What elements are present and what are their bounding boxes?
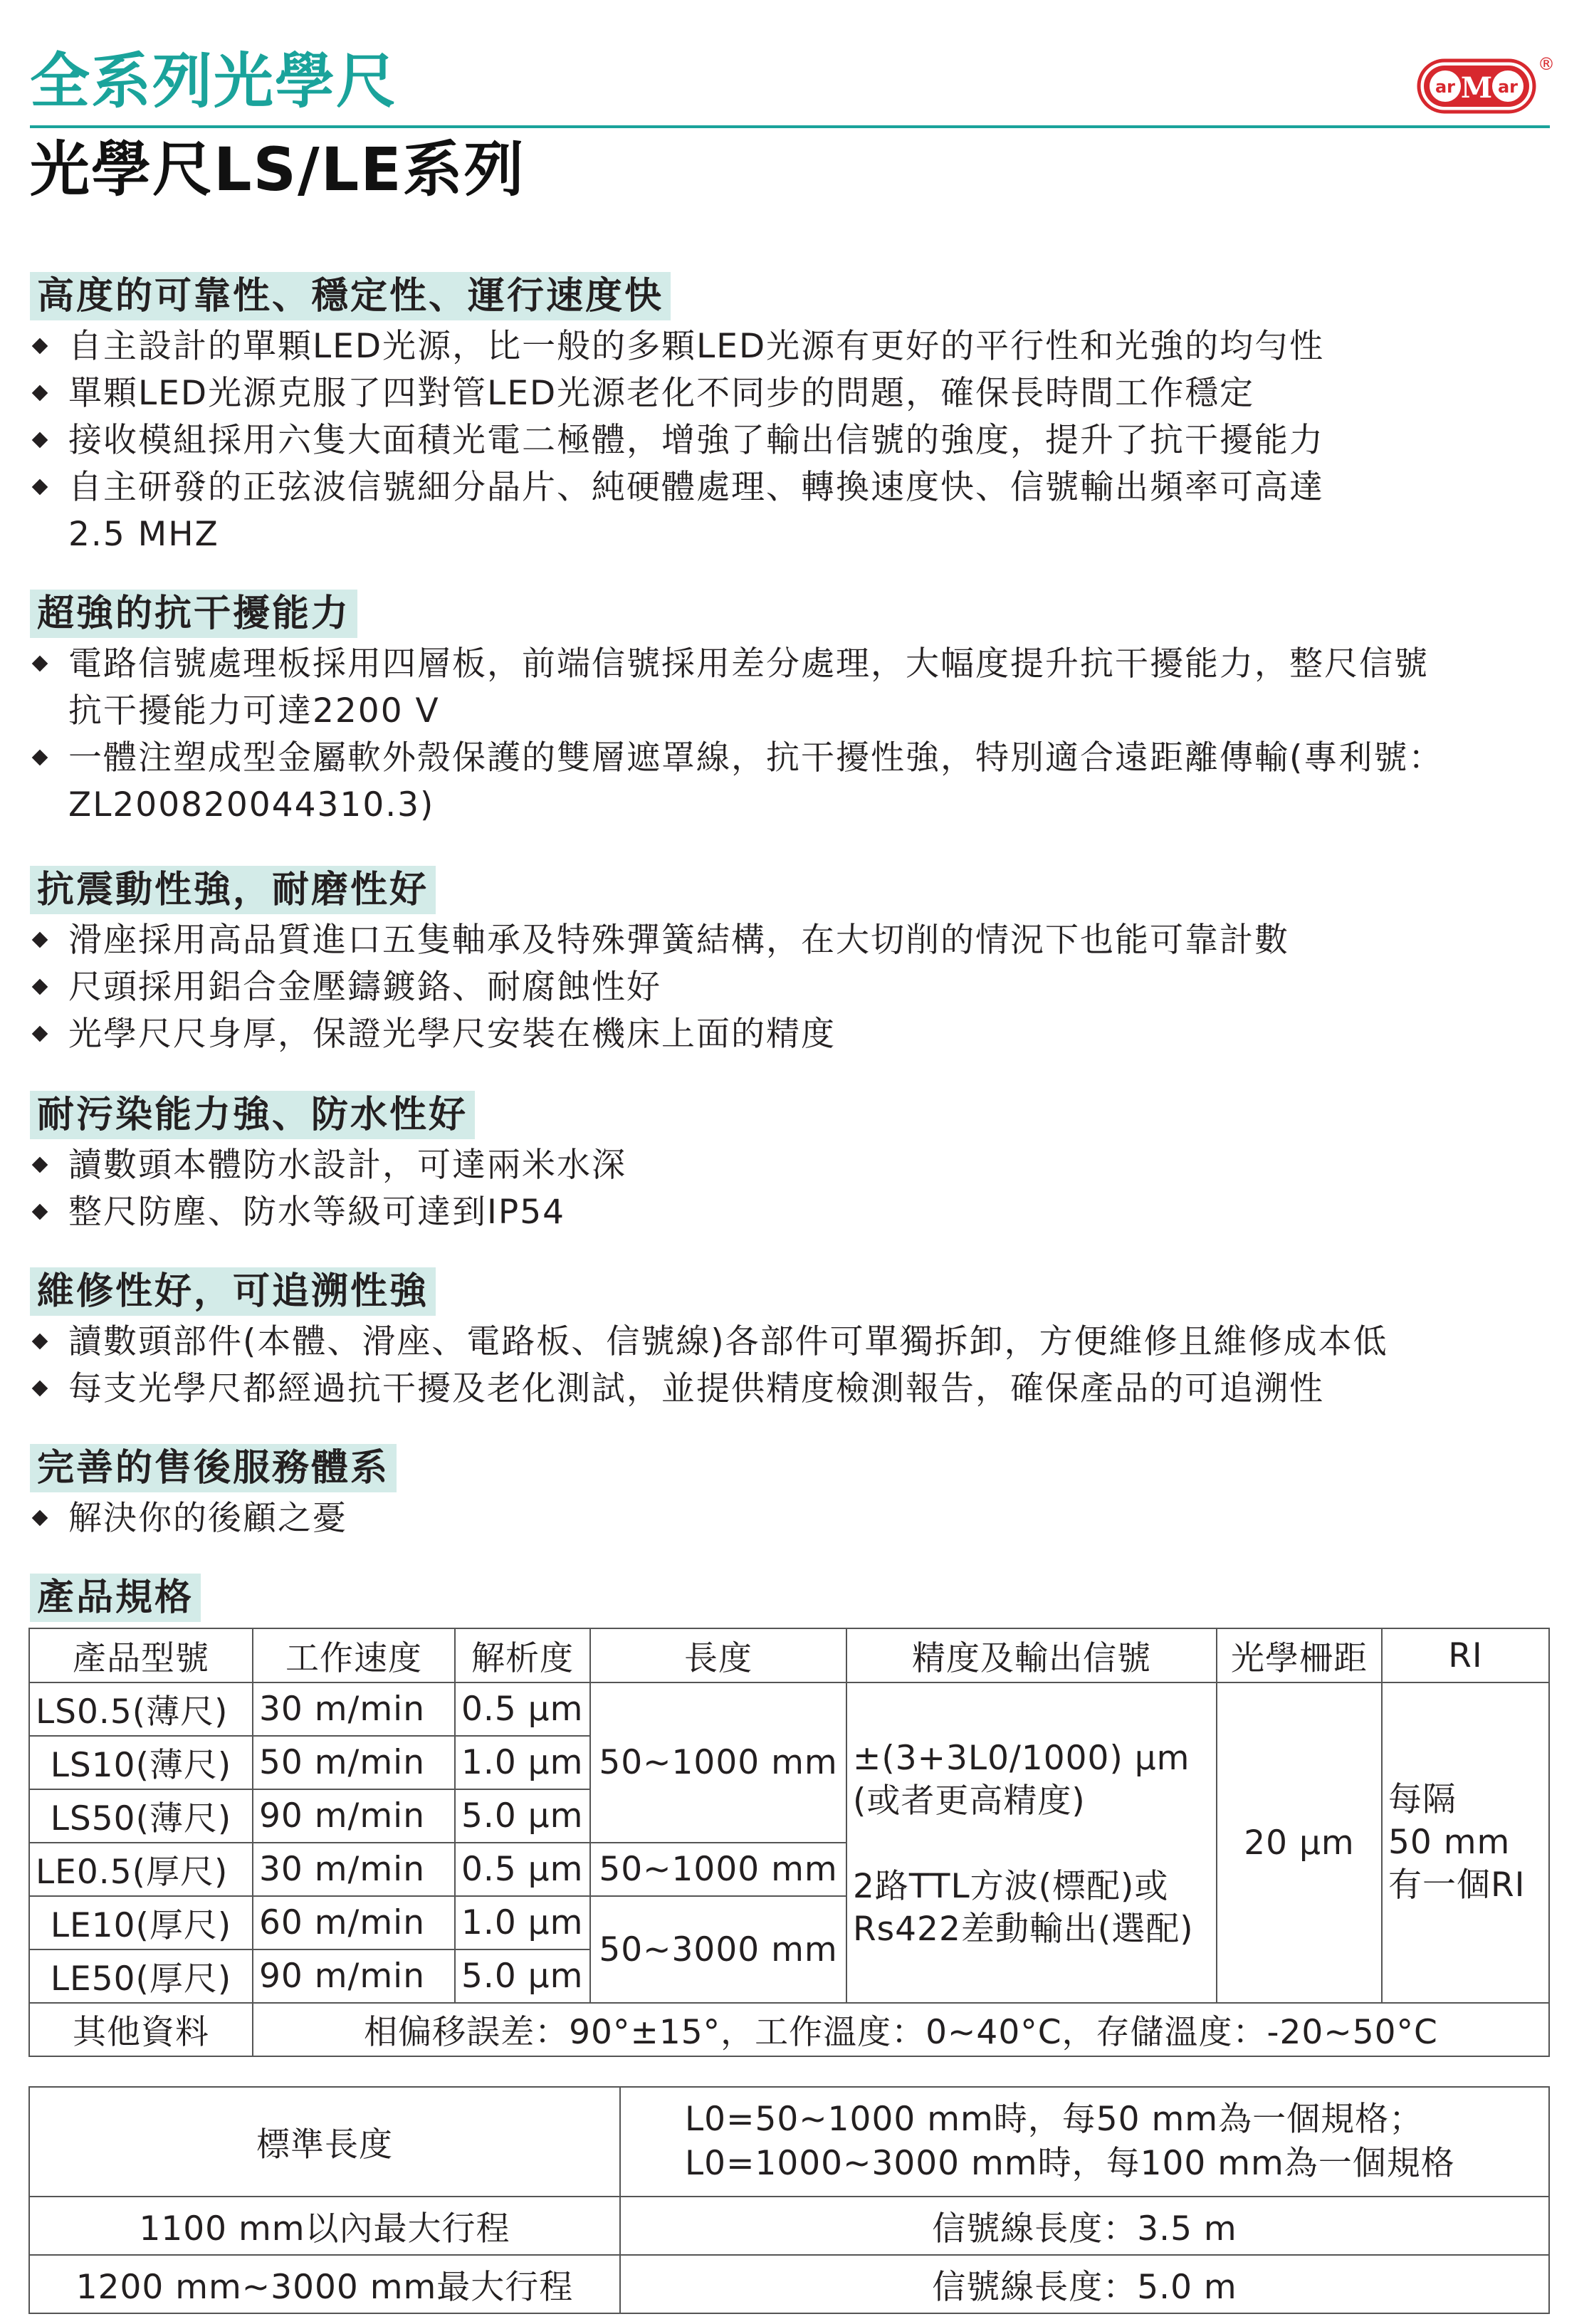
section-heading: 耐污染能力強、防水性好 — [30, 1091, 475, 1139]
section-heading: 維修性好，可追溯性強 — [30, 1267, 436, 1316]
svg-text:ar: ar — [1497, 77, 1519, 97]
model-cell: LE10(厚尺) — [29, 1896, 253, 1949]
resolution-cell: 0.5 µm — [455, 1682, 590, 1736]
list-item: 解決你的後顧之憂 — [30, 1495, 1561, 1542]
std-length-label: 標準長度 — [29, 2087, 620, 2197]
diamond-bullet-icon — [32, 1510, 48, 1527]
resolution-cell: 1.0 µm — [455, 1736, 590, 1789]
list-item: 尺頭採用鋁合金壓鑄鍍鉻、耐腐蝕性好 — [30, 964, 1561, 1011]
speed-cell: 30 m/min — [253, 1682, 455, 1736]
column-header: 解析度 — [455, 1628, 590, 1682]
resolution-cell: 1.0 µm — [455, 1896, 590, 1949]
resolution-cell: 5.0 µm — [455, 1789, 590, 1843]
section-heading: 產品規格 — [30, 1574, 201, 1622]
diamond-bullet-icon — [32, 750, 48, 766]
model-cell: LE0.5(厚尺) — [29, 1843, 253, 1896]
length-cell: 50~3000 mm — [590, 1896, 846, 2003]
section-maintenance — [30, 1267, 1561, 1413]
std-length-line: L0=50~1000 mm時，每50 mm為一個規格； — [685, 2100, 1424, 2139]
speed-cell: 50 m/min — [253, 1736, 455, 1789]
column-header: 工作速度 — [253, 1628, 455, 1682]
model-cell: LS0.5(薄尺) — [29, 1682, 253, 1736]
list-item: 電路信號處理板採用四層板，前端信號採用差分處理，大幅度提升抗干擾能力，整尺信號 抗干擾能力可達2200 V — [30, 641, 1561, 735]
model-cell: LS10(薄尺) — [29, 1736, 253, 1789]
section-vibration — [30, 866, 1561, 1058]
resolution-cell: 0.5 µm — [455, 1843, 590, 1896]
spec-table — [28, 1628, 1550, 2057]
diamond-bullet-icon — [32, 479, 48, 496]
ri-line: 50 mm — [1388, 1823, 1511, 1862]
list-item: 單顆LED光源克服了四對管LED光源老化不同步的問題，確保長時間工作穩定 — [30, 370, 1561, 417]
precision-signal-cell — [846, 1682, 1217, 2003]
cable-length: 信號線長度：5.0 m — [620, 2255, 1549, 2313]
carmar-logo — [1417, 58, 1536, 114]
length-info-table — [28, 2086, 1550, 2314]
model-cell: LS50(薄尺) — [29, 1789, 253, 1843]
svg-text:ar: ar — [1435, 77, 1456, 97]
list-item: 讀數頭部件(本體、滑座、電路板、信號線)各部件可單獨拆卸，方便維修且維修成本低 — [30, 1319, 1561, 1366]
column-header: RI — [1382, 1628, 1549, 1682]
product-title: 光學尺LS/LE系列 — [30, 135, 525, 204]
speed-cell: 90 m/min — [253, 1949, 455, 2003]
ri-cell — [1382, 1682, 1549, 2003]
cable-length: 信號線長度：3.5 m — [620, 2197, 1549, 2255]
list-item: 自主設計的單顆LED光源，比一般的多顆LED光源有更好的平行性和光強的均勻性 — [30, 323, 1561, 370]
section-specs — [30, 1574, 1561, 1622]
bullet-list — [30, 323, 1561, 558]
bullet-list — [30, 1495, 1561, 1542]
list-item: 自主研發的正弦波信號細分晶片、純硬體處理、轉換速度快、信號輸出頻率可高達 2.5 MHZ — [30, 464, 1561, 558]
diamond-bullet-icon — [32, 338, 48, 355]
section-waterproof — [30, 1091, 1561, 1236]
list-item: 滑座採用高品質進口五隻軸承及特殊彈簧結構，在大切削的情況下也能可靠計數 — [30, 917, 1561, 964]
registered-mark: ® — [1538, 54, 1555, 74]
list-item: 讀數頭本體防水設計，可達兩米水深 — [30, 1142, 1561, 1189]
other-label-cell: 其他資料 — [29, 2003, 253, 2056]
table-row — [29, 2087, 1549, 2197]
column-header: 產品型號 — [29, 1628, 253, 1682]
table-row — [29, 2003, 1549, 2056]
ri-line: 每隔 — [1388, 1780, 1457, 1819]
section-anti-interference — [30, 590, 1561, 829]
table-row — [29, 2197, 1549, 2255]
speed-cell: 60 m/min — [253, 1896, 455, 1949]
list-item: 接收模組採用六隻大面積光電二極體，增強了輸出信號的強度，提升了抗干擾能力 — [30, 417, 1561, 464]
speed-cell: 90 m/min — [253, 1789, 455, 1843]
section-reliability — [30, 272, 1561, 558]
diamond-bullet-icon — [32, 1157, 48, 1173]
pitch-cell: 20 µm — [1217, 1682, 1382, 2003]
section-heading: 高度的可靠性、穩定性、運行速度快 — [30, 272, 671, 320]
series-title: 全系列光學尺 — [30, 46, 398, 116]
diamond-bullet-icon — [32, 385, 48, 402]
stroke-label: 1100 mm以內最大行程 — [29, 2197, 620, 2255]
signal-line: Rs422差動輸出(選配) — [853, 1910, 1194, 1949]
list-item: 一體注塑成型金屬軟外殼保護的雙層遮罩線，抗干擾性強，特別適合遠距離傳輸(專利號： ZL200820044310.3) — [30, 735, 1561, 829]
signal-line: 2路TTL方波(標配)或 — [853, 1867, 1169, 1906]
other-value-cell: 相偏移誤差：90°±15°，工作溫度：0~40°C，存儲溫度：-20~50°C — [253, 2003, 1549, 2056]
bullet-list — [30, 917, 1561, 1058]
section-heading: 抗震動性強，耐磨性好 — [30, 866, 436, 914]
table-row — [29, 2255, 1549, 2313]
section-heading: 超強的抗干擾能力 — [30, 590, 357, 638]
bullet-list — [30, 641, 1561, 829]
column-header: 光學柵距 — [1217, 1628, 1382, 1682]
list-item: 光學尺尺身厚，保證光學尺安裝在機床上面的精度 — [30, 1011, 1561, 1058]
bullet-list — [30, 1142, 1561, 1236]
section-heading: 完善的售後服務體系 — [30, 1444, 397, 1492]
list-item: 每支光學尺都經過抗干擾及老化測試，並提供精度檢測報告，確保產品的可追溯性 — [30, 1366, 1561, 1413]
diamond-bullet-icon — [32, 1381, 48, 1397]
diamond-bullet-icon — [32, 432, 48, 449]
bullet-list — [30, 1319, 1561, 1413]
diamond-bullet-icon — [32, 1204, 48, 1220]
column-header: 精度及輸出信號 — [846, 1628, 1217, 1682]
length-cell: 50~1000 mm — [590, 1682, 846, 1843]
model-cell: LE50(厚尺) — [29, 1949, 253, 2003]
list-item: 整尺防塵、防水等級可達到IP54 — [30, 1189, 1561, 1236]
header-rule — [30, 125, 1550, 128]
diamond-bullet-icon — [32, 1026, 48, 1042]
std-length-line: L0=1000~3000 mm時，每100 mm為一個規格 — [685, 2144, 1455, 2183]
table-row — [29, 1682, 1549, 1736]
diamond-bullet-icon — [32, 932, 48, 948]
precision-line: ±(3+3L0/1000) µm — [853, 1739, 1190, 1778]
speed-cell: 30 m/min — [253, 1843, 455, 1896]
diamond-bullet-icon — [32, 656, 48, 672]
table-header-row — [29, 1628, 1549, 1682]
length-cell: 50~1000 mm — [590, 1843, 846, 1896]
section-after-sales — [30, 1444, 1561, 1542]
svg-text:M: M — [1460, 71, 1493, 105]
std-length-value — [620, 2087, 1549, 2197]
precision-note: (或者更高精度) — [853, 1781, 1086, 1821]
diamond-bullet-icon — [32, 979, 48, 995]
diamond-bullet-icon — [32, 1334, 48, 1350]
ri-line: 有一個RI — [1388, 1865, 1526, 1905]
column-header: 長度 — [590, 1628, 846, 1682]
stroke-label: 1200 mm~3000 mm最大行程 — [29, 2255, 620, 2313]
resolution-cell: 5.0 µm — [455, 1949, 590, 2003]
